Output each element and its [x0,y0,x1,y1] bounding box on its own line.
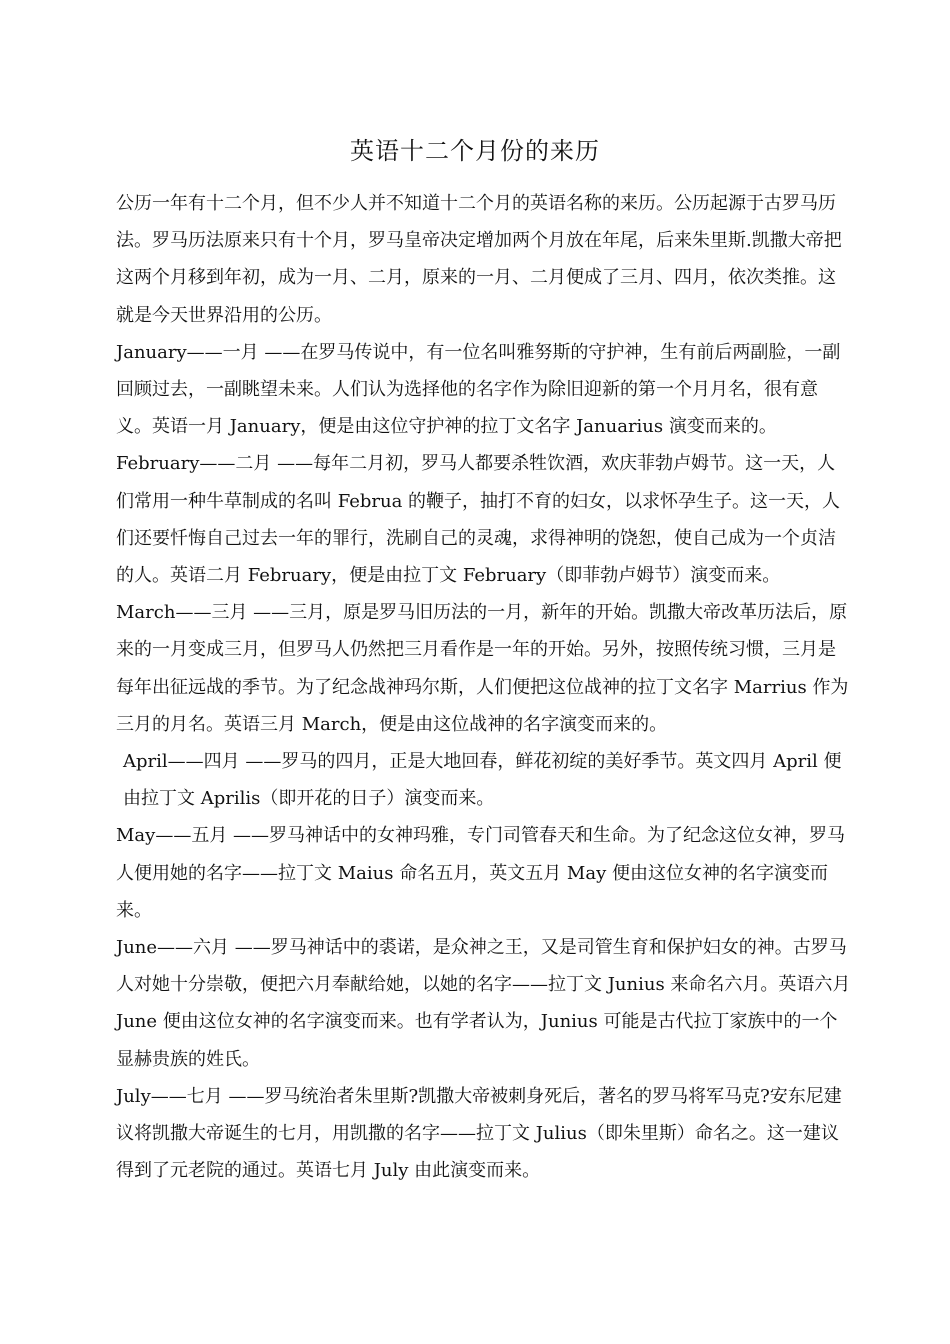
july-paragraph: July——七月 ——罗马统治者朱里斯?凯撒大帝被刺身死后，著名的罗马将军马克?安东尼建议将凯撒大帝诞生的七月，用凯撒的名字——拉丁文 Julius（即朱里斯）命名之。这一建议得到了元老院的通过。英语七月 July 由此演变而来。 [116,1085,842,1182]
january-paragraph: January——一月 ——在罗马传说中，有一位名叫雅努斯的守护神，生有前后两副脸，一副回顾过去，一副眺望未来。人们认为选择他的名字作为除旧迎新的第一个月月名，很有意义。英语一月 January，便是由这位守护神的拉丁文名字 Januarius 演变而来的。 [116,341,841,438]
april-paragraph: April——四月 ——罗马的四月，正是大地回春，鲜花初绽的美好季节。英文四月 April 便由拉丁文 Aprilis（即开花的日子）演变而来。 [123,751,842,810]
document-title: 英语十二个月份的来历 [350,137,600,165]
may-paragraph: May——五月 ——罗马神话中的女神玛雅，专门司管春天和生命。为了纪念这位女神，罗马人便用她的名字——拉丁文 Maius 命名五月，英文五月 May 便由这位女神的名字演变而来。 [116,825,846,921]
february-paragraph: February——二月 ——每年二月初，罗马人都要杀牲饮酒，欢庆菲勃卢姆节。这一天，人们常用一种牛草制成的名叫 Februa 的鞭子，抽打不育的妇女，以求怀孕生子。这一天，人们还要忏悔自己过去一年的罪行，洗刷自己的灵魂，求得神明的饶恕，使自己成为一个贞洁的人。英语二月 February，便是由拉丁文 February（即菲勃卢姆节）演变而来。 [116,453,841,587]
document-body [116,185,852,1189]
intro-paragraph: 公历一年有十二个月，但不少人并不知道十二个月的英语名称的来历。公历起源于古罗马历法。罗马历法原来只有十个月，罗马皇帝决定增加两个月放在年尾，后来朱里斯.凯撒大帝把这两个月移到年初，成为一月、二月，原来的一月、二月便成了三月、四月，依次类推。这就是今天世界沿用的公历。 [116,193,842,326]
march-paragraph: March——三月 ——三月，原是罗马旧历法的一月，新年的开始。凯撒大帝改革历法后，原来的一月变成三月，但罗马人仍然把三月看作是一年的开始。另外，按照传统习惯，三月是每年出征远战的季节。为了纪念战神玛尔斯，人们便把这位战神的拉丁文名字 Marrius 作为三月的月名。英语三月 March，便是由这位战神的名字演变而来的。 [116,602,849,735]
june-paragraph: June——六月 ——罗马神话中的裘诺，是众神之王，又是司管生育和保护妇女的神。古罗马人对她十分崇敬，便把六月奉献给她，以她的名字——拉丁文 Junius 来命名六月。英语六月 June 便由这位女神的名字演变而来。也有学者认为，Junius 可能是古代拉丁家族中的一个显赫贵族的姓氏。 [116,937,851,1070]
